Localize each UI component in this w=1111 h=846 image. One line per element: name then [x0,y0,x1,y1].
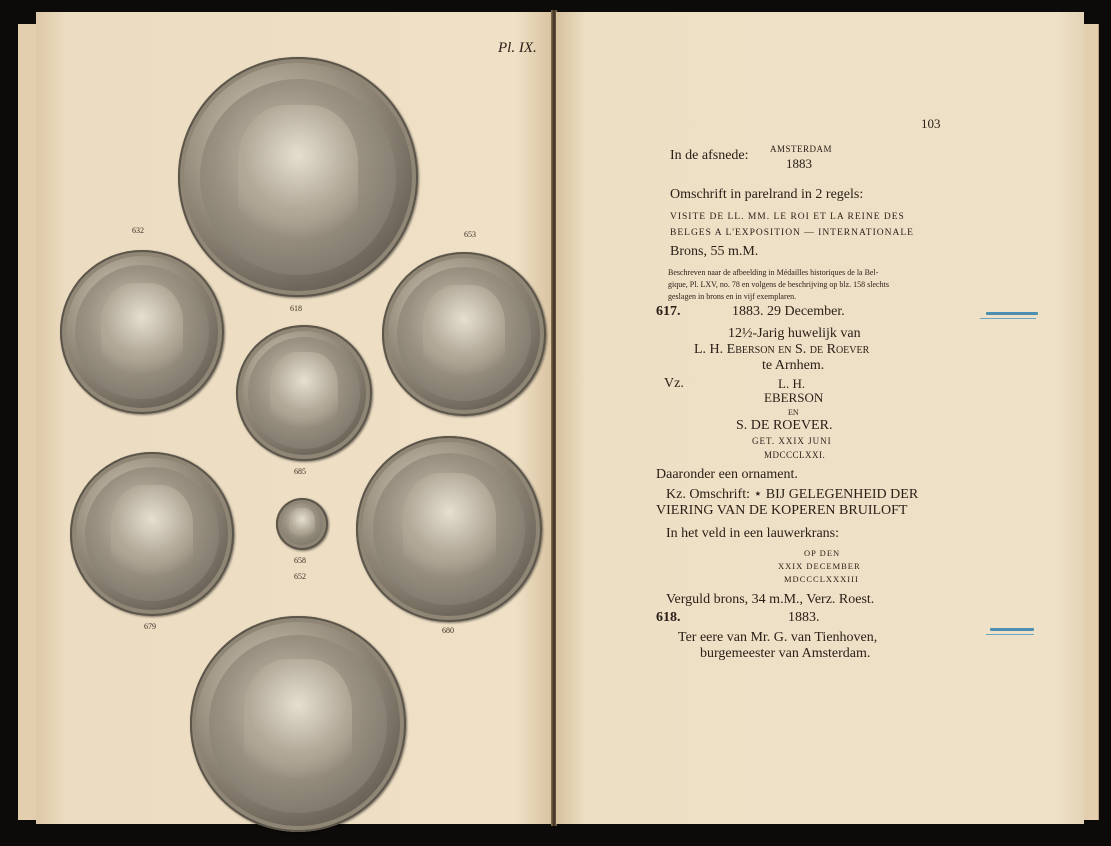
medal-618 [178,57,418,297]
kz-line-1: Kz. Omschrift: ⋆ BIJ GELEGENHEID DER [666,487,919,502]
entry-617-line-1: 12½-Jarig huwelijk van [728,326,861,341]
veld-line: In het veld in een lauwerkrans: [666,526,839,541]
medal-685 [236,325,372,461]
kz-line-2: VIERING VAN DE KOPEREN BRUILOFT [656,503,908,518]
medal-653 [382,252,546,416]
visite-line-2: BELGES A L'EXPOSITION — INTERNATIONALE [670,228,914,238]
medal-632-number: 632 [132,226,144,235]
note-line-3: geslagen in brons en in vijf exemplaren. [668,292,797,301]
vz-line-6: MDCCCLXXI. [764,450,826,460]
entry-617-line-2: L. H. Eberson en S. de Roever [694,342,870,357]
vz-line-3: EN [788,408,799,417]
medal-632 [60,250,224,414]
entry-618-number: 618. [656,610,681,625]
note-line-1: Beschreven naar de afbeelding in Médailles historiques de la Bel- [668,268,879,277]
medal-658-number: 658 [294,556,306,565]
afsnede-label: In de afsnede: [670,148,749,163]
krans-line-1: OP DEN [804,548,841,558]
text-page [556,12,1084,824]
medal-618-number: 618 [290,304,302,313]
afsnede-city: AMSTERDAM [770,144,833,154]
medal-679-number: 679 [144,622,156,631]
blue-pencil-mark-bottom-thin [986,634,1034,635]
medal-large-bottom [190,616,406,832]
daaronder-line: Daaronder een ornament. [656,467,798,482]
vz-label: Vz. [664,376,684,391]
afsnede-year: 1883 [786,156,812,171]
entry-617-line-3: te Arnhem. [762,358,825,373]
plate-page [36,12,554,824]
medal-653-number: 653 [464,230,476,239]
vz-line-5: GET. XXIX JUNI [752,436,832,446]
blue-pencil-mark-top-thin [980,318,1036,319]
medal-685-number: 685 [294,467,306,476]
omschrift-line: Omschrift in parelrand in 2 regels: [670,187,864,202]
visite-line-1: VISITE DE LL. MM. LE ROI ET LA REINE DES [670,212,905,222]
medal-658 [276,498,328,550]
blue-pencil-mark-bottom [990,628,1034,631]
entry-618-line-1: Ter eere van Mr. G. van Tienhoven, [678,630,878,645]
medal-679 [70,452,234,616]
vz-line-4: S. DE ROEVER. [736,418,833,433]
verguld-line: Verguld brons, 34 m.M., Verz. Roest. [666,592,875,607]
brons-line: Brons, 55 m.M. [670,244,759,259]
medal-680-number: 680 [442,626,454,635]
note-line-2: gique, Pl. LXV, no. 78 en volgens de beschrijving op blz. 158 slechts [668,280,889,289]
entry-618-line-2: burgemeester van Amsterdam. [700,646,871,661]
medal-652-number: 652 [294,572,306,581]
page-number: 103 [921,116,941,131]
blue-pencil-mark-top [986,312,1038,315]
vz-line-1: L. H. [778,376,806,391]
plate-label: Pl. IX. [498,40,537,56]
entry-617-date: 1883. 29 December. [732,304,845,319]
krans-line-3: MDCCCLXXXIII [784,574,859,584]
vz-line-2: EBERSON [764,390,824,405]
entry-618-year: 1883. [788,610,820,625]
krans-line-2: XXIX DECEMBER [778,561,861,571]
medal-680 [356,436,542,622]
entry-617-number: 617. [656,304,681,319]
